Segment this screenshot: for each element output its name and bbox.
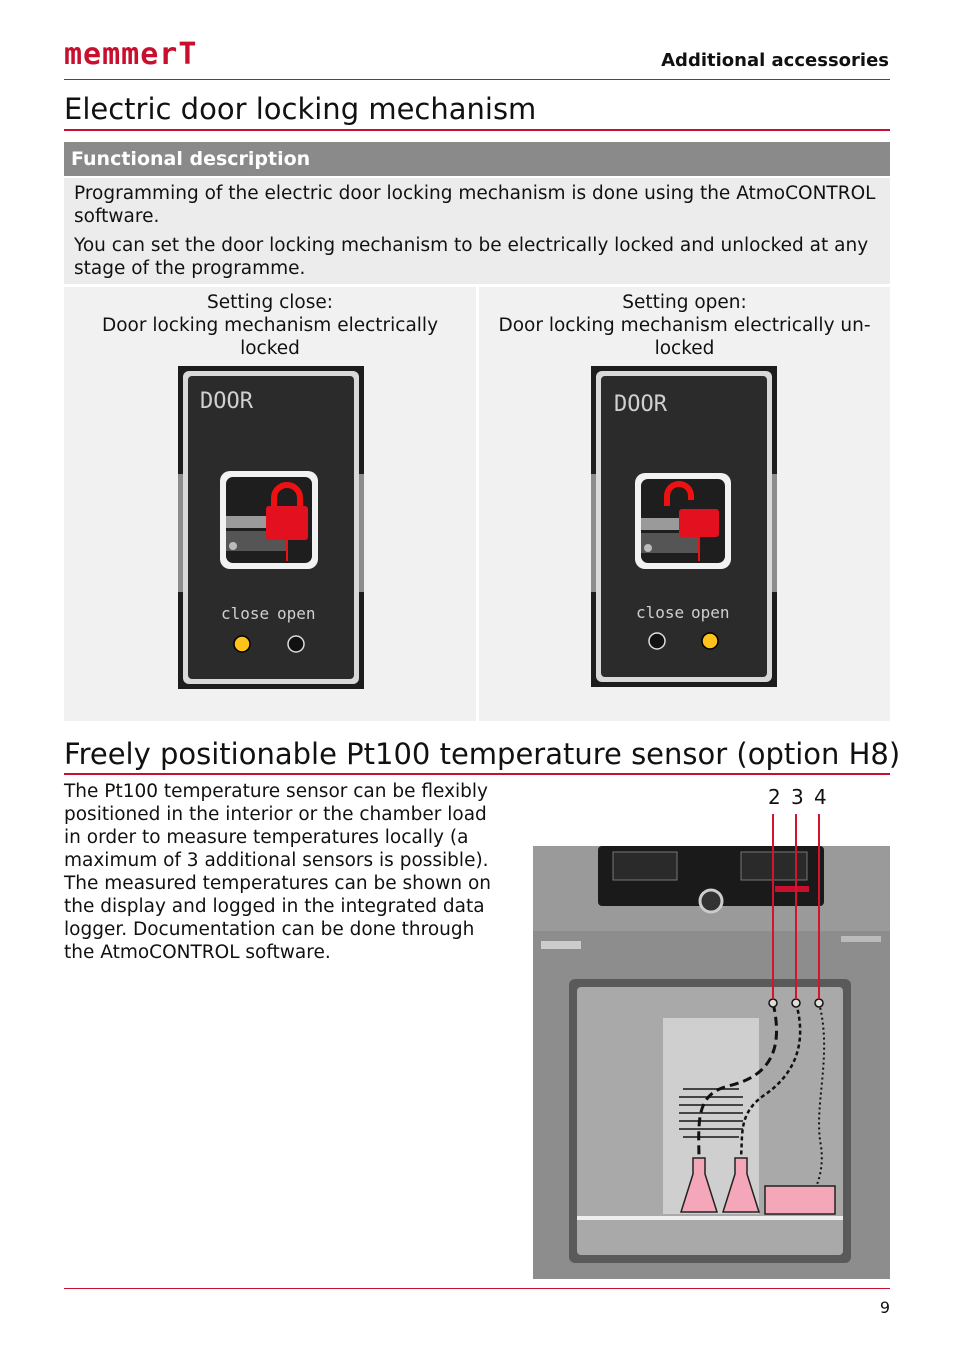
caption-line: locked xyxy=(240,338,300,359)
page-number: 9 xyxy=(879,1298,890,1317)
caption-line: Setting open: xyxy=(622,292,747,313)
open-led-off xyxy=(288,636,304,652)
caption-line: locked xyxy=(654,338,715,359)
door-panel-open-image xyxy=(591,366,777,687)
caption-line: Door locking mechanism electrically xyxy=(101,315,439,336)
caption-line: Setting close: xyxy=(206,292,333,313)
door-title: DOOR xyxy=(614,392,667,417)
close-label: close xyxy=(221,604,270,623)
logo-wordmark: memmerT xyxy=(64,37,198,72)
door-title: DOOR xyxy=(200,389,253,414)
footer-rule xyxy=(64,1288,890,1289)
section-title-pt100-sensor: Freely positionable Pt100 temperature sensor (option H8) xyxy=(64,737,901,771)
caption-line: Door locking mechanism electrically un- xyxy=(498,315,871,336)
pt100-description: The Pt100 temperature sensor can be flexibly positioned in the interior or the chamber load in order to measure temperatures locally (a maximum of 3 additional sensors is possible). The measured temperatures can be shown on the display and logged in the integrated data logger. Documentation can be done through the AtmoCONTROL software. xyxy=(64,781,491,963)
lock-icon xyxy=(220,471,318,569)
sensor-label-3: 3 xyxy=(791,785,804,809)
close-led-off xyxy=(649,633,665,649)
unlock-icon xyxy=(635,473,731,569)
sample-tray xyxy=(765,1186,835,1214)
functional-description-body xyxy=(64,178,890,284)
memmert-logo xyxy=(64,32,216,72)
header-rule xyxy=(64,79,890,80)
open-label: open xyxy=(691,603,730,622)
description-paragraph: Programming of the electric door locking mechanism is done using the AtmoCONTROL software. xyxy=(74,183,876,227)
section-title-door-lock: Electric door locking mechanism xyxy=(64,92,537,126)
open-label: open xyxy=(277,604,316,623)
header-section-title: Additional accessories xyxy=(661,50,889,71)
title-rule xyxy=(64,129,890,131)
oven-interior-illustration xyxy=(533,846,890,1279)
description-paragraph: You can set the door locking mechanism to be electrically locked and unlocked at any stage of the programme. xyxy=(74,235,869,279)
door-panel-closed-image xyxy=(178,366,364,689)
close-label: close xyxy=(636,603,685,622)
title-rule xyxy=(64,773,890,775)
sensor-label-4: 4 xyxy=(814,785,827,809)
functional-description-bar: Functional description xyxy=(64,142,890,176)
sensor-label-2: 2 xyxy=(768,785,781,809)
close-led-on xyxy=(234,636,250,652)
open-led-on xyxy=(702,633,718,649)
